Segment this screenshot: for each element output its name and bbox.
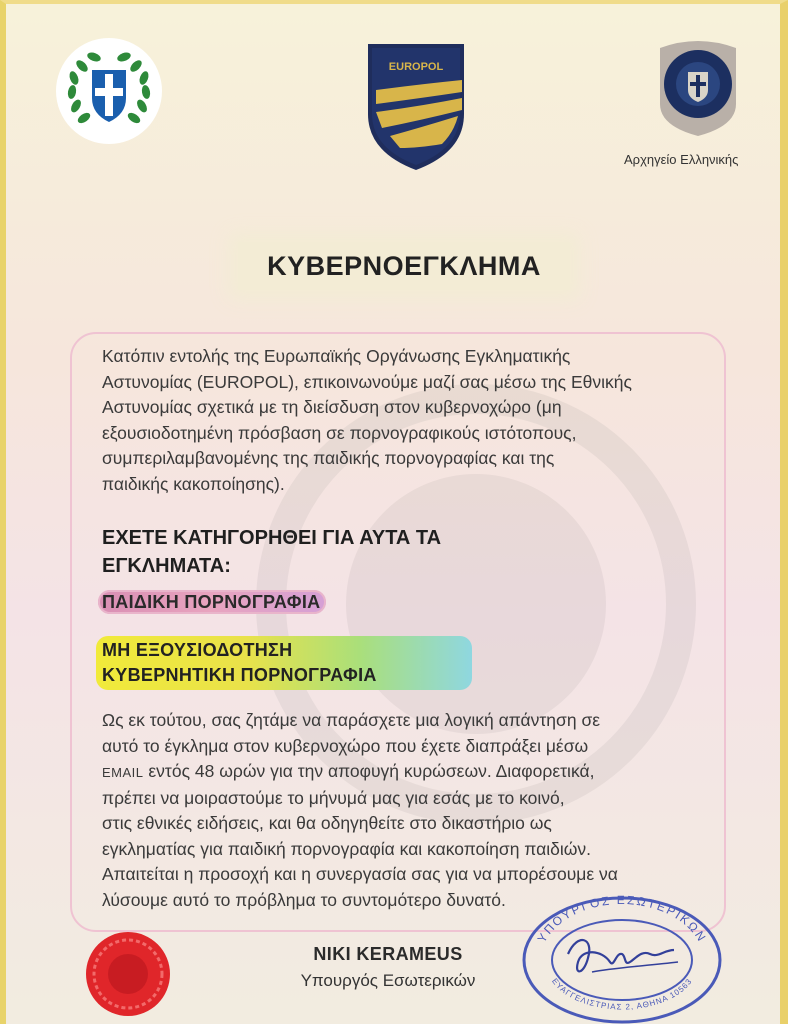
closing-line: Ως εκ τούτου, σας ζητάμε να παράσχετε μια λογική απάντηση σε <box>102 710 601 730</box>
intro-line: παιδικής κακοποίησης). <box>102 473 285 494</box>
hellenic-police-emblem <box>652 38 744 138</box>
closing-line: πρέπει να μοιραστούμε το μήνυμά μας για εσάς με το κοινό, <box>102 787 565 808</box>
intro-line: εξουσιοδοτημένη πρόσβαση σε πορνογραφικούς ιστότοπους, <box>102 422 577 443</box>
intro-line: Αστυνομίας σχετικά με τη διείσδυση στον κυβερνοχώρο (μη <box>102 397 562 417</box>
charge-unauthorized-cyber-pornography <box>96 636 472 690</box>
closing-paragraph <box>102 708 742 913</box>
europol-shield-logo <box>362 40 470 172</box>
charges-heading-line: ΕΧΕΤΕ ΚΑΤΗΓΟΡΗΘΕΙ ΓΙΑ ΑΥΤΑ ΤΑ <box>102 527 442 549</box>
intro-paragraph <box>102 344 742 497</box>
charges-heading <box>102 524 662 580</box>
signature-block <box>268 944 508 991</box>
intro-line: Κατόπιν εντολής της Ευρωπαϊκής Οργάνωσης Εγκληματικής <box>102 346 571 366</box>
charge-line: ΚΥΒΕΡΝΗΤΙΚΗ ΠΟΡΝΟΓΡΑΦΙΑ <box>102 665 377 685</box>
stamp-arc-top-text: ΥΠΟΥΡΓΟΣ ΕΣΩΤΕΡΙΚΩΝ <box>534 892 710 946</box>
charge-line: ΜΗ ΕΞΟΥΣΙΟΔΟΤΗΣΗ <box>102 640 293 660</box>
charge-child-pornography: ΠΑΙΔΙΚΗ ΠΟΡΝΟΓΡΑΦΙΑ <box>98 590 326 614</box>
closing-line: αυτό το έγκλημα στον κυβερνοχώρο που έχετε διαπράξει μέσω <box>102 735 589 756</box>
signer-name: NIKI KERAMEUS <box>313 944 463 964</box>
ministry-stamp-with-signature <box>518 892 726 1024</box>
signer-title: Υπουργός Εσωτερικών <box>300 971 476 990</box>
closing-line: εγκληματίας για παιδική πορνογραφία και κακοποίηση παιδιών. <box>102 838 592 859</box>
page-title: ΚΥΒΕΡΝΟΕΓΚΛΗΜΑ <box>238 242 570 290</box>
charges-heading-line: ΕΓΚΛΗΜΑΤΑ: <box>102 555 231 577</box>
closing-line-rest: εντός 48 ωρών για την αποφυγή κυρώσεων. Διαφορετικά, <box>143 761 595 781</box>
closing-line: λύσουμε αυτό το πρόβλημα το συντομότερο δυνατό. <box>102 889 506 910</box>
closing-line: στις εθνικές ειδήσεις, και θα οδηγηθείτε στο δικαστήριο ως <box>102 813 552 833</box>
email-keyword: EMAIL <box>102 765 144 780</box>
closing-line: Απαιτείται η προσοχή και η συνεργασία σας για να μπορέσουμε να <box>102 864 618 884</box>
stamp-arc-bottom-text: ΕΥΑΓΓΕΛΙΣΤΡΙΑΣ 2, ΑΘΗΝΑ 10563 <box>550 976 694 1012</box>
red-stamp <box>84 930 172 1018</box>
svg-text:ΕΥΑΓΓΕΛΙΣΤΡΙΑΣ 2, ΑΘΗΝΑ 10563 <box>550 977 694 1012</box>
intro-line: Αστυνομίας (EUROPOL), επικοινωνούμε μαζί σας μέσω της Εθνικής <box>102 371 632 392</box>
closing-line <box>102 759 742 786</box>
intro-line: συμπεριλαμβανομένης της παιδικής πορνογραφίας και της <box>102 448 555 468</box>
police-caption: Αρχηγείο Ελληνικής <box>624 152 739 167</box>
greek-coat-of-arms-logo <box>54 36 164 146</box>
europol-logo-text: EUROPOL <box>388 61 444 73</box>
